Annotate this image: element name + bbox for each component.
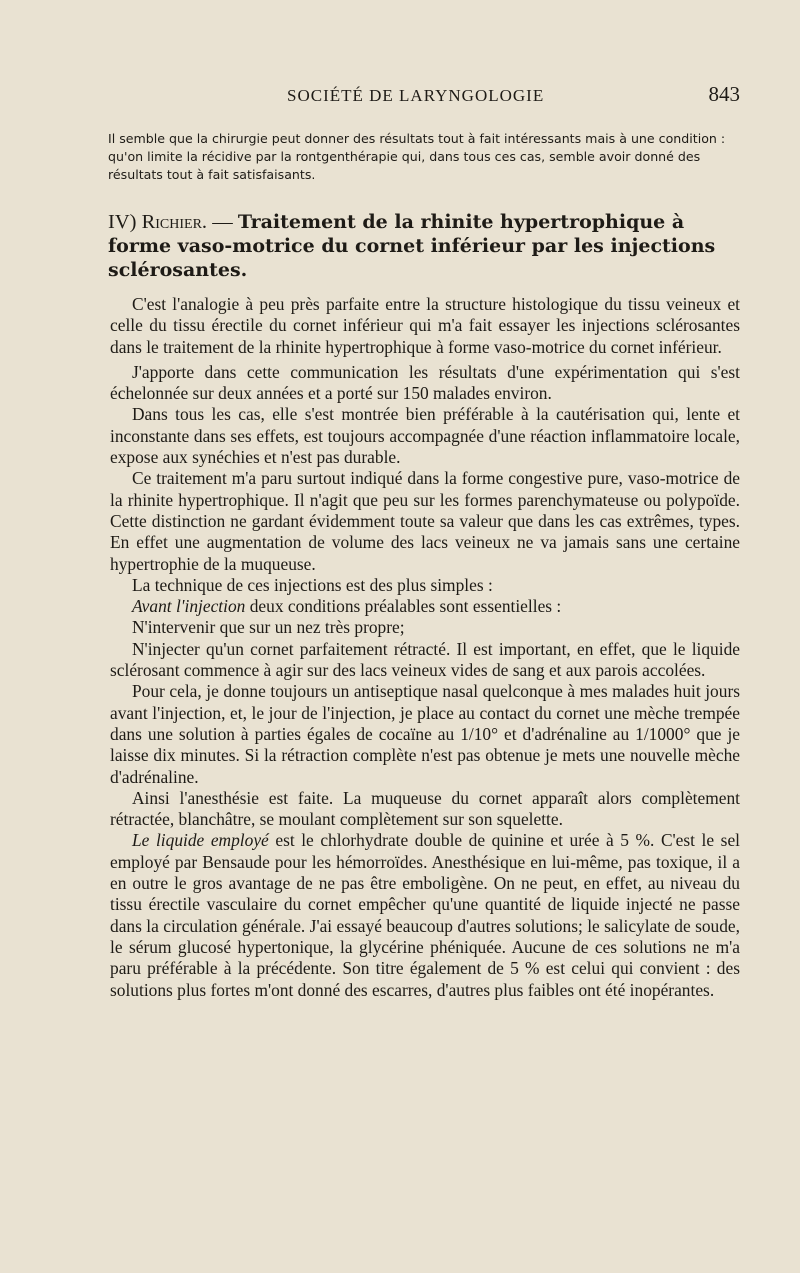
section-number: IV)	[108, 211, 137, 233]
paragraph-text: est le chlorhydrate double de quinine et urée à 5 %. C'est le sel employé par Bensaude pour les hémorroïdes. Anesthésique en lui-même, pas toxique, il a en outre le gros avantage de ne pas être emboligène. On ne peut, en effet, au niveau du tissu érectile vasculaire du cornet empêcher qu'une quantité de liquide injecté ne passe dans la circulation générale. J'ai essayé beaucoup d'autres solutions; le salicylate de soude, le sérum glucosé hypertonique, la glycérine phéniquée. Aucune de ces solutions ne m'a paru préférable à la précédente. Son titre également de 5 % est celui qui convient : des solutions plus fortes m'ont donné des escarres, d'autres plus faibles ont été inopérantes.	[110, 830, 740, 1000]
paragraph: Ce traitement m'a paru surtout indiqué dans la forme congestive pure, vaso-motrice de la rhinite hypertrophique. Il n'agit que peu sur les formes parenchymateuse ou polypoïde. Cette distinction ne gardant évidemment toute sa valeur que dans les cas extrêmes, types. En effet une augmentation de volume des lacs veineux ne va jamais sans une certaine hypertrophie de la muqueuse.	[110, 468, 740, 574]
paragraph: La technique de ces injections est des plus simples :	[132, 574, 493, 595]
section-dash: —	[212, 211, 233, 233]
section-title: Traitement de la rhinite hypertrophique à forme vaso-motrice du cornet inférieur par les injections sclérosantes.	[108, 211, 716, 281]
page-header	[112, 80, 742, 110]
paragraph-text: deux conditions préalables sont essentielles :	[249, 596, 562, 617]
paragraph: Pour cela, je donne toujours un antiseptique nasal quelconque à mes malades huit jours avant l'injection, et, le jour de l'injection, je place au contact du cornet une mèche trempée dans une solution à parties égales de cocaïne au 1/10° et d'adrénaline au 1/1000° que je laisse dix minutes. Si la rétraction complète n'est pas obtenue je mets une nouvelle mèche d'adrénaline.	[110, 681, 740, 787]
article-body	[110, 294, 740, 1001]
section-heading	[108, 210, 748, 282]
italic-phrase: Avant l'injection	[132, 596, 246, 617]
paragraph: N'injecter qu'un cornet parfaitement rétracté. Il est important, en effet, que le liquide sclérosant commence à agir sur des lacs veineux vides de sang et aux parois accolées.	[110, 638, 740, 681]
paragraph: N'intervenir que sur un nez très propre;	[132, 617, 405, 638]
paragraph: Dans tous les cas, elle s'est montrée bien préférable à la cautérisation qui, lente et inconstante dans ses effets, est toujours accompagnée d'une réaction inflammatoire locale, expose aux synéchies et n'est pas durable.	[110, 404, 740, 468]
paragraph: C'est l'analogie à peu près parfaite entre la structure histologique du tissu veineux et celle du tissu érectile du cornet inférieur qui m'a fait essayer les injections sclérosantes dans le traitement de la rhinite hypertrophique à forme vaso-motrice du cornet inférieur.	[110, 294, 740, 357]
paragraph: J'apporte dans cette communication les résultats d'une expérimentation qui s'est échelonnée sur deux années et a porté sur 150 malades environ.	[110, 361, 740, 404]
intro-paragraph: Il semble que la chirurgie peut donner des résultats tout à fait intéressants mais à une condition : qu'on limite la récidive par la rontgenthérapie qui, dans tous ces cas, semble avoir donné des résultats tout à fait satisfaisants.	[108, 131, 726, 182]
italic-phrase: Le liquide employé	[132, 830, 269, 851]
section-author: Richier.	[141, 211, 208, 233]
running-title: SOCIÉTÉ DE LARYNGOLOGIE	[287, 86, 545, 105]
page-number: 843	[708, 82, 740, 106]
paragraph	[110, 596, 740, 617]
paragraph	[110, 830, 740, 1000]
paragraph: Ainsi l'anesthésie est faite. La muqueuse du cornet apparaît alors complètement rétractée, blanchâtre, se moulant complètement sur son squelette.	[110, 787, 740, 830]
